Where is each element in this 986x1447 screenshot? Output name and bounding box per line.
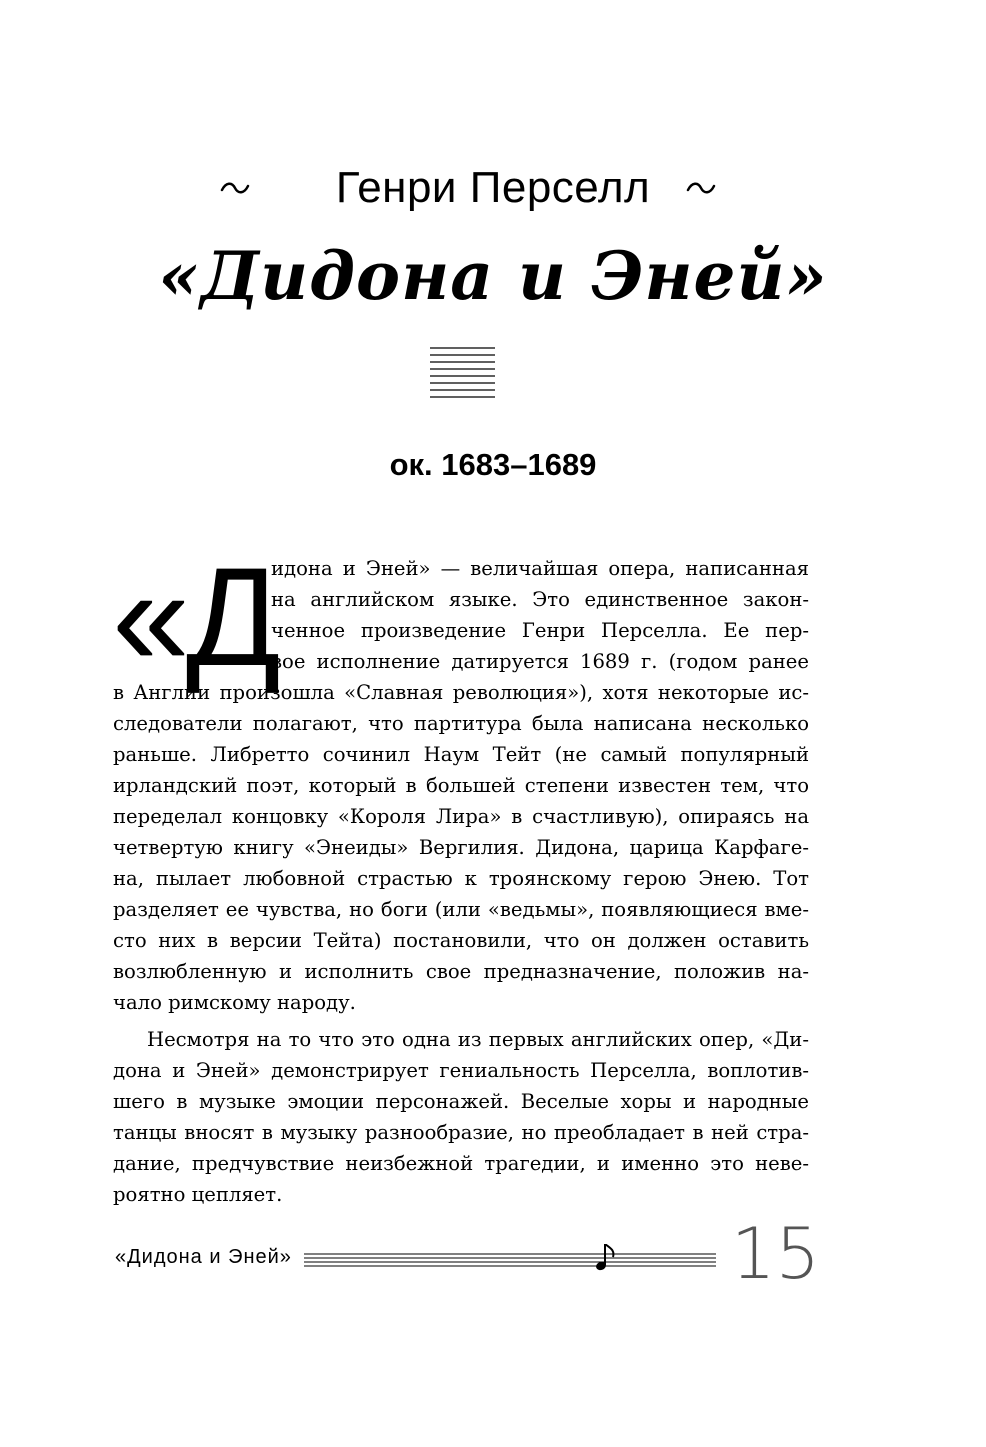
music-staff-icon	[430, 347, 495, 403]
drop-cap: «Д	[112, 538, 277, 695]
text-line: четвертую книгу «Энеиды» Вергилия. Дидона, царица Карфаге-	[113, 836, 809, 859]
text-line: возлюбленную и исполнить свое предназначение, положив на-	[113, 960, 809, 983]
text-line: ченное произведение Генри Перселла. Ее пер-	[271, 619, 809, 642]
text-line: Несмотря на то что это одна из первых английских опер, «Ди-	[147, 1028, 809, 1051]
text-line: разделяет ее чувства, но боги (или «ведьмы», появляющиеся вме-	[113, 898, 809, 921]
text-line: танцы вносят в музыку разнообразие, но преобладает в ней стра-	[113, 1121, 809, 1144]
text-line: на, пылает любовной страстью к троянскому герою Энею. Тот	[113, 867, 809, 890]
text-line: в Англии произошла «Славная революция»), хотя некоторые ис-	[113, 681, 809, 704]
text-line: чало римскому народу.	[113, 991, 356, 1014]
text-line: роятно цепляет.	[113, 1183, 283, 1206]
composition-dates: ок. 1683–1689	[389, 447, 597, 482]
composer-heading-row	[0, 160, 986, 220]
footer-staff-line	[304, 1244, 716, 1274]
text-line: на английском языке. Это единственное закон-	[271, 588, 809, 611]
text-line: дание, предчувствие неизбежной трагедии, и именно это неве-	[113, 1152, 809, 1175]
text-line: шего в музыке эмоции персонажей. Веселые хоры и народные	[113, 1090, 809, 1113]
text-line: следователи полагают, что партитура была написана несколько	[113, 712, 809, 735]
running-title: «Дидона и Эней»	[115, 1246, 292, 1268]
composer-name: Генри Перселл	[335, 163, 651, 212]
text-line: ирландский поэт, который в большей степени известен тем, что	[113, 774, 809, 797]
article-body	[112, 538, 809, 1210]
text-line: дона и Эней» демонстрирует гениальность Перселла, воплотив-	[113, 1059, 809, 1082]
text-line: сто них в версии Тейта) постановили, что он должен оставить	[113, 929, 809, 952]
text-line: идона и Эней» — величайшая опера, написанная	[271, 557, 809, 580]
text-line: раньше. Либретто сочинил Наум Тейт (не самый популярный	[113, 743, 809, 766]
text-line: вое исполнение датируется 1689 г. (годом ранее	[271, 650, 809, 673]
text-line: переделал концовку «Короля Лира» в счастливую), опираясь на	[113, 805, 809, 828]
swirl-ornament-icon	[686, 168, 716, 204]
page-number: 15	[731, 1213, 821, 1295]
opera-title: «Дидона и Эней»	[158, 237, 828, 315]
